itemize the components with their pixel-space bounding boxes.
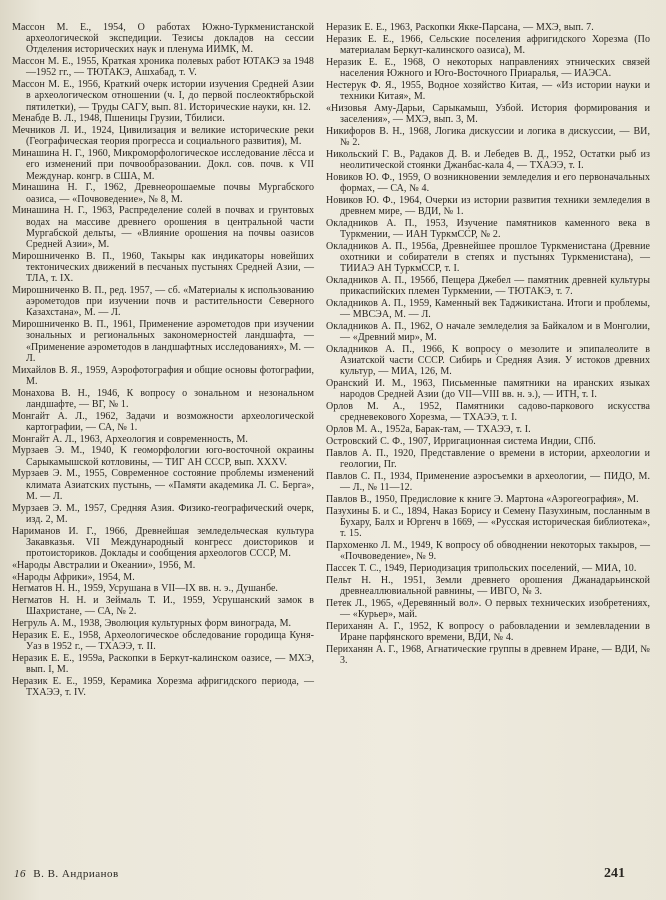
bibliography-entry: Мирошниченко В. П., 1961, Применение аэрометодов при изучении зональных и региональных закономерностей ландшафта, — «Применение аэрометодов в ландшафтных исследованиях», М. — Л. <box>12 319 314 364</box>
bibliography-entry: Негруль А. М., 1938, Эволюция культурных форм винограда, М. <box>12 618 292 630</box>
bibliography-entry: «Низовья Аму-Дарьи, Сарыкамыш, Узбой. История формирования и заселения», — МХЭ, вып. 3, М. <box>326 102 650 125</box>
bibliography-entry: Массон М. Е., 1956, Краткий очерк истории изучения Средней Азии в археологическом отношении (ч. I, до первой послеоктябрьской пятилетки), — Труды САГУ, вып. 81. Исторические науки, кн. 12. <box>12 79 314 113</box>
bibliography-entry: Неразик Е. Е., 1963, Раскопки Якке-Парсана, — МХЭ, вып. 7. <box>326 22 594 33</box>
bibliography-entry: Монахова В. Н., 1946, К вопросу о зональном и незональном ландшафте, — ВГ, № 1. <box>12 387 314 410</box>
page-number: 241 <box>604 866 625 881</box>
bibliography-entry: Монгайт А. Л., 1963, Археология и современность, М. <box>12 433 248 445</box>
bibliography-entry: Пельт Н. Н., 1951, Земли древнего орошения Джанадарьинской древнеаллювиальной равнины, — ИВГО, № 3. <box>326 574 650 597</box>
bibliography-entry: Периханян А. Г., 1952, К вопросу о рабовладении и землевладении в Иране парфянского времени, ВДИ, № 4. <box>326 620 650 643</box>
bibliography-entry: Негматов Н. Н. и Зеймаль Т. И., 1959, Усрушанский замок в Шахристане, — СА, № 2. <box>12 595 314 618</box>
bibliography-column-right <box>326 22 650 667</box>
running-footer <box>14 868 119 880</box>
bibliography-entry: Монгайт А. Л., 1962, Задачи и возможности археологической картографии, — СА, № 1. <box>12 410 314 433</box>
bibliography-entry: Окладников А. П., 1962, О начале земледелия за Байкалом и в Монголии, — «Древний мир», М. <box>326 321 650 344</box>
running-head-author: В. В. Андрианов <box>33 868 119 880</box>
bibliography-entry: Массон М. Е., 1955, Краткая хроника полевых работ ЮТАКЭ за 1948—1952 гг., — ТЮТАКЭ, Ашхабад, т. V. <box>12 56 314 79</box>
bibliography-entry: Периханян А. Г., 1968, Агнатические группы в древнем Иране, — ВДИ, № 3. <box>326 643 650 666</box>
bibliography-entry: Нестерук Ф. Я., 1955, Водное хозяйство Китая, — «Из истории науки и техники Китая», М. <box>326 79 650 102</box>
bibliography-entry: Неразик Е. Е., 1966, Сельские поселения афригидского Хорезма (По материалам Беркут-калинского оазиса), М. <box>326 33 650 56</box>
bibliography-entry: Неразик Е. Е., 1959а, Раскопки в Беркут-калинском оазисе, — МХЭ, вып. I, М. <box>12 653 314 676</box>
bibliography-entry: Павлов В., 1950, Предисловие к книге Э. Мартона «Аэрогеография», М. <box>326 493 639 505</box>
bibliography-entry: Новиков Ю. Ф., 1959, О возникновении земледелия и его первоначальных формах, — СА, № 4. <box>326 171 650 194</box>
bibliography-entry: Минашина Н. Г., 1962, Древнеорошаемые почвы Мургабского оазиса, — «Почвоведение», № 8, М. <box>12 182 314 205</box>
bibliography-entry: Неразик Е. Е., 1958, Археологическое обследование городища Куня-Уаз в 1952 г., — ТХАЭЭ, т. II. <box>12 630 314 653</box>
bibliography-entry: Окладников А. П., 1953, Изучение памятников каменного века в Туркмении, — ИАН ТуркмССР, № 2. <box>326 217 650 240</box>
bibliography-entry: Минашина Н. Г., 1960, Микроморфологическое исследование лёсса и его изменений при почвообразовании. Докл. сов. почв. к VII Междунар. конгр. в США, М. <box>12 148 314 182</box>
bibliography-entry: Мирошниченко В. П., 1960, Такыры как индикаторы новейших тектонических движений в песчаных пустынях Средней Азии, — ТЛА, т. IX. <box>12 250 314 285</box>
bibliography-entry: Новиков Ю. Ф., 1964, Очерки из истории развития техники земледелия в древнем мире, — ВДИ, № 1. <box>326 194 650 217</box>
bibliography-entry: Михайлов В. Я., 1959, Аэрофотография и общие основы фотографии, М. <box>12 364 314 387</box>
bibliography-entry: Никольский Г. В., Радаков Д. В. и Лебедев В. Д., 1952, Остатки рыб из неолитической стоянки Джанбас-кала 4, — ТХАЭЭ, т. I. <box>326 148 650 171</box>
bibliography-entry: Мурзаев Э. М., 1940, К геоморфологии юго-восточной окраины Сарыкамышской котловины, — ТИГ АН СССР, вып. XXXV. <box>12 445 314 468</box>
bibliography-entry: Оранский И. М., 1963, Письменные памятники на иранских языках народов Средней Азии (до VII—VIII вв. н. э.), — ИТН, т. I. <box>326 378 650 401</box>
bibliography-entry: Окладников А. П., 1956а, Древнейшее прошлое Туркменистана (Древние охотники и собиратели в степях и пустынях Туркменистана), — ТИИАЭ АН ТуркмССР, т. I. <box>326 240 650 275</box>
bibliography-entry: «Народы Африки», 1954, М. <box>12 571 135 583</box>
bibliography-entry: Массон М. Е., 1954, О работах Южно-Туркменистанской археологической экспедиции. Тезисы докладов на сессии Отделения исторических наук и пленума ИИМК, М. <box>12 22 314 56</box>
bibliography-entry: Неразик Е. Е., 1959, Керамика Хорезма афригидского периода, — ТХАЭЭ, т. IV. <box>12 676 314 699</box>
bibliography-entry: Мурзаев Э. М., 1955, Современное состояние проблемы изменений климата Азиатских пустынь, — «Памяти академика Л. С. Берга», М. — Л. <box>12 468 314 502</box>
bibliography-entry: Неразик Е. Е., 1968, О некоторых направлениях этнических связей населения Южного и Юго-Восточного Приаралья, — ИАЭСА. <box>326 56 650 79</box>
bibliography-entry: Окладников А. П., 1959, Каменный век Таджикистана. Итоги и проблемы, — МВСЭА, М. — Л. <box>326 298 650 321</box>
bibliography-entry: Окладников А. П., 1966, К вопросу о мезолите и эпипалеолите в Азиатской части СССР. Сибирь и Средняя Азия. У истоков древних культур, — МИА, 126, М. <box>326 344 650 378</box>
bibliography-entry: Минашина Н. Г., 1963, Распределение солей в почвах и грунтовых водах на массиве древнего орошения в центральной части Мургабской дельты, — «Влияние орошения на почвы оазисов Средней Азии», М. <box>12 205 314 251</box>
bibliography-entry: Мечников Л. И., 1924, Цивилизация и великие исторические реки (Географическая теория прогресса и социального развития), М. <box>12 125 314 148</box>
signature-mark: 16 <box>14 868 26 880</box>
bibliography-entry: Окладников А. П., 1956б, Пещера Джебел — памятник древней культуры прикаспийских племен Туркмении, — ТЮТАКЭ, т. 7. <box>326 275 650 298</box>
bibliography-entry: Пассек Т. С., 1949, Периодизация трипольских поселений, — МИА, 10. <box>326 562 637 574</box>
bibliography-entry: Менабде В. Л., 1948, Пшеницы Грузии, Тбилиси. <box>12 113 225 125</box>
bibliography-entry: Мурзаев Э. М., 1957, Средняя Азия. Физико-географический очерк, изд. 2, М. <box>12 502 314 525</box>
bibliography-entry: Островский С. Ф., 1907, Ирригационная система Индии, СПб. <box>326 436 596 447</box>
bibliography-entry: Мирошниченко В. П., ред. 1957, — сб. «Материалы к использованию аэрометодов при изучении почв и растительности Северного Казахстана», М. — Л. <box>12 285 314 319</box>
bibliography-entry: Орлов М. А., 1952а, Барак-там, — ТХАЭЭ, т. I. <box>326 424 531 436</box>
bibliography-entry: Павлов А. П., 1920, Представление о времени в истории, археологии и геологии, Пг. <box>326 447 650 470</box>
bibliography-entry: Павлов С. П., 1934, Применение аэросъемки в археологии, — ПИДО, М. — Л., № 11—12. <box>326 470 650 493</box>
bibliography-entry: Никифоров В. Н., 1968, Логика дискуссии и логика в дискуссии, — ВИ, № 2. <box>326 125 650 148</box>
bibliography-entry: Пазухины Б. и С., 1894, Наказ Борису и Семену Пазухиным, посланным в Бухару, Балх и Юргенч в 1669, — «Русская историческая библиотека», т. 15. <box>326 505 650 539</box>
bibliography-entry: Пархоменко Л. М., 1949, К вопросу об обводнении некоторых такыров, — «Почвоведение», № 9. <box>326 539 650 562</box>
bibliography-column-left <box>12 22 314 699</box>
bibliography-entry: «Народы Австралии и Океании», 1956, М. <box>12 559 196 571</box>
bibliography-entry: Орлов М. А., 1952, Памятники садово-паркового искусства средневекового Хорезма, — ТХАЭЭ, т. I. <box>326 401 650 424</box>
bibliography-entry: Негматов Н. Н., 1959, Усрушана в VII—IX вв. н. э., Душанбе. <box>12 583 278 595</box>
bibliography-entry: Петек Л., 1965, «Деревянный вол». О первых технических изобретениях, — «Курьер», май. <box>326 597 650 620</box>
bibliography-entry: Нариманов И. Г., 1966, Древнейшая земледельческая культура Закавказья. VII Международный конгресс доисториков и протоисториков. Доклады и сообщения археологов СССР, М. <box>12 525 314 560</box>
